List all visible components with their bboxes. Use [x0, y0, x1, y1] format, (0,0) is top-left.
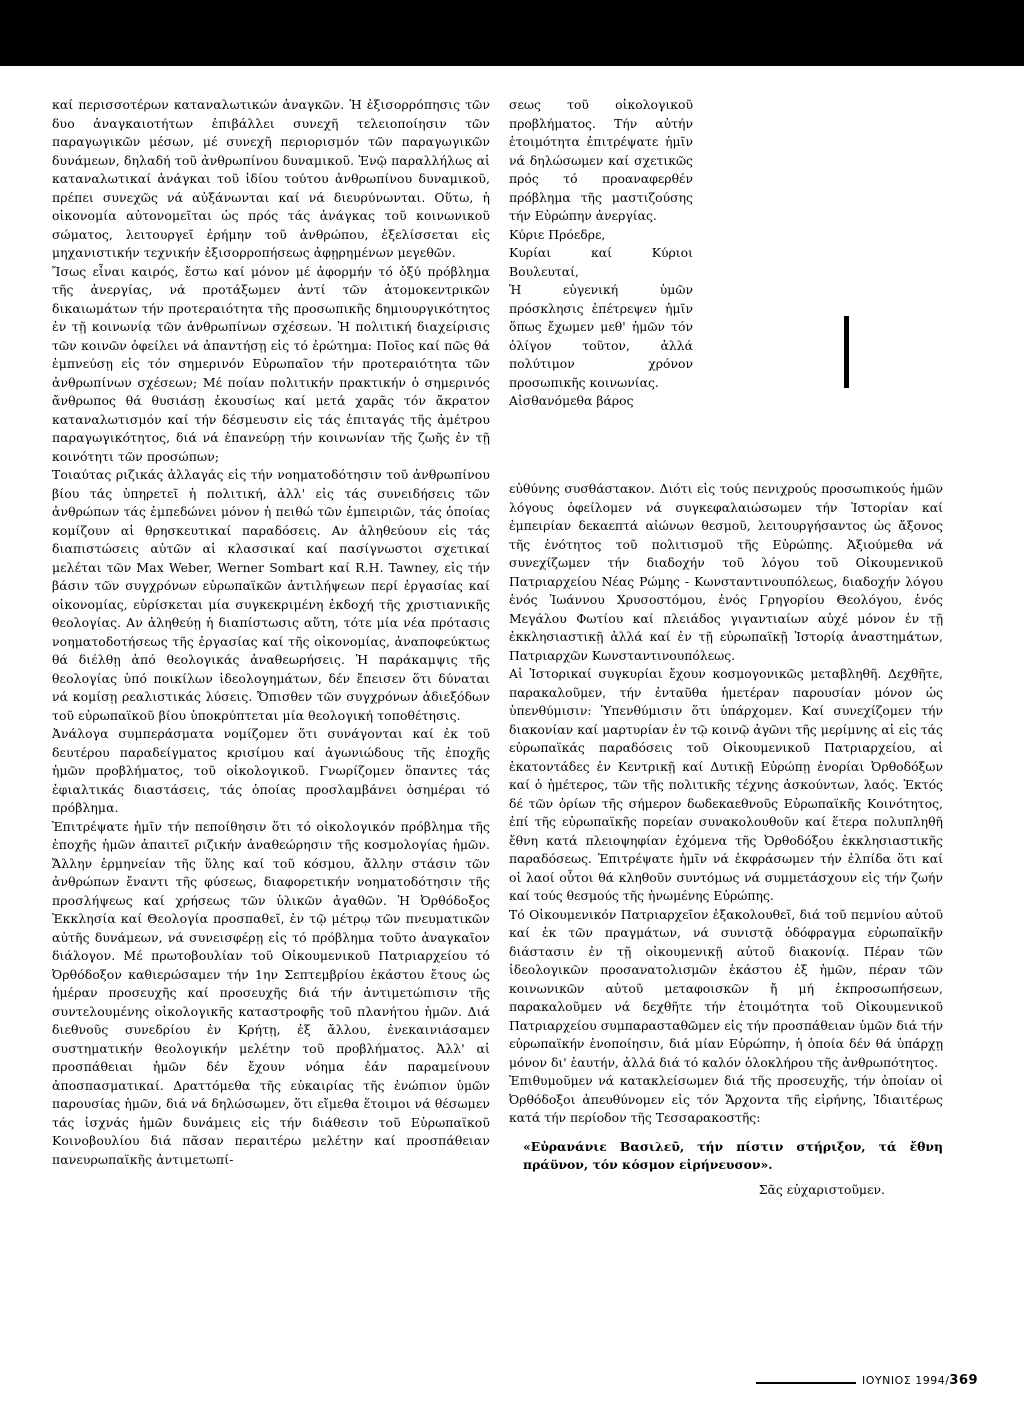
paragraph: Αἱ Ἱστορικαί συγκυρίαι ἔχουν κοσμογονικῶς μεταβληθῆ. Δεχθῆτε, παρακαλοῦμεν, τήν ἐνταῦθα ἡμετέραν παρουσίαν μόνον ὡς ὑπενθύμισιν: Ὑπενθύμισιν ὅτι ὑπάρχομεν. Καί συνεχίζομεν τήν διακονίαν καί μαρτυρίαν ἐν τῷ κοινῷ ἀγῶνι τῆς μερίμνης αἱ εἰς τάς εὐρωπαϊκάς παραδόσεις τοῦ Οἰκουμενικοῦ Πατριαρχείου, αἱ ἑκατοντάδες ἐν Κεντρικῇ καί Δυτικῇ Εὐρώπῃ ἐνορίαι Ὀρθοδόξων καί ὁ ἡμέτερος, τῶν τῆς πολιτικῆς τέχνης ἀσκούντων, λαός. Ἐκτός δέ τῶν ὁρίων τῆς σήμερον δωδεκαεθνοῦς Εὐρωπαϊκῆς Κοινότητος, ἐπί τῆς εὐρωπαϊκῆς πορείαν συνακολουθοῦν καί ἕτερα πολυπληθῆ ἔθνη κατά πλειοψηφίαν ἐχόμενα τῆς Ὀρθοδόξου ἐκκλησιαστικῆς παραδόσεως. Ἐπιτρέψατε ἡμῖν νά ἐκφράσωμεν τήν ἐλπίδα ὅτι καί οἱ λαοί οὗτοι θά κληθοῦν συντόμως νά συμμετάσχουν εἰς τήν ζωήν καί τούς θεσμούς τῆς ἡνωμένης Εὐρώπης. — [509, 666, 943, 903]
left-text-column — [52, 96, 490, 1169]
paragraph: Ἀνάλογα συμπεράσματα νομίζομεν ὅτι συνάγονται καί ἐκ τοῦ δευτέρου παραδείγματος κρισίμου καί ἀγωνιώδους τῆς ἐποχῆς ἡμῶν προβλήματος, τοῦ οἰκολογικοῦ. Γνωρίζομεν ὅπαντες τάς ἐφιαλτικάς διαστάσεις, τάς ὁποίας προσλαμβάνει ὁσημέραι τό πρόβλημα. — [52, 726, 490, 815]
salutation: Κυρίαι καί Κύριοι Βουλευταί, — [509, 245, 693, 279]
paragraph: Αἰσθανόμεθα βάρος — [509, 393, 634, 408]
paragraph: εὐθύνης συσθάστακον. Διότι εἰς τούς πενιχρούς προσωπικούς ἡμῶν λόγους ὀφείλομεν νά συγκεφαλαιώσωμεν τήν Ἱστορίαν καί ἐμπειρίαν δεκαεπτά αἰώνων θεσμοῦ, λειτουργήσαντος ὡς ἄξονος τῆς ἑνότητος τοῦ πολιτισμοῦ τῆς Εὐρώπης. Ἀξιούμεθα νά συνεχίζωμεν τήν διαδοχήν τοῦ λόγου τοῦ Οἰκουμενικοῦ Πατριαρχείου Νέας Ρώμης - Κωνσταντινουπόλεως, διαδοχήν λόγου ἑνός Ἰωάννου Χρυσοστόμου, ἑνός Γρηγορίου Θεολόγου, ἑνός Μεγάλου Φωτίου καί πλειάδος γιγαντιαίων αὐχέ μόνον ἐν τῇ ἐκκλησιαστικῇ ἀλλά καί ἐν τῇ εὐρωπαϊκῇ Ἱστορίᾳ ἀναστημάτων, Πατριαρχῶν Κωνσταντινουπόλεως. — [509, 481, 943, 663]
page-footer — [862, 1373, 978, 1388]
margin-bar — [844, 316, 849, 388]
right-wide-text-column — [509, 480, 943, 1199]
closing-prayer: «Εὐρανάνιε Βασιλεῦ, τήν πίστιν στήριξον, τά ἔθνη πράϋνον, τόν κόσμον εἰρήνευσον». — [523, 1138, 943, 1172]
paragraph: Τοιαύτας ριζικάς ἀλλαγάς εἰς τήν νοηματοδότησιν τοῦ ἀνθρωπίνου βίου τάς ὑπηρετεῖ ἡ πολιτική, ἀλλ' εἰς τάς συνειδήσεις τῶν ἀνθρώπων τάς ἐμπεδώνει μόνον ἡ πειθώ τῶν ἐμπειριῶν, τάς ὁποίας κομίζουν αἱ θρησκευτικαί παραδόσεις. Αν ἀληθεύουν εἰς τάς διαπιστώσεις αὐτῶν αἱ κλασσικαί καί πασίγνωστοι σχετικαί μελέται τῶν Max Weber, Werner Sombart καί R.H. Tawney, εἰς τήν βάσιν τῶν συγχρόνων εὐρωπαϊκῶν ἀντιλήψεων περί ἐργασίας καί οἰκονομίας, εὑρίσκεται μία συγκεκριμένη ἐκδοχή τῆς χριστιανικῆς θεολογίας. Αν ἀληθεύῃ ἡ διαπίστωσις αὕτη, τότε μία νέα πρότασις νοηματοδοτήσεως τῆς ἐργασίας καί τῆς οἰκονομίας, ἀναποφεύκτως θά διέλθῃ ἀπό θεολογικάς ἀναθεωρήσεις. Ἡ παράκαμψις τῆς θεολογίας ὑπό ποικίλων ἰδεολογημάτων, δέν ἔπεισεν ὅτι δύναται νά κομίσῃ ρεαλιστικάς λύσεις. Ὄπισθεν τῶν συγχρόνων ἀδιεξόδων τοῦ εὐρωπαϊκοῦ βίου ὑποκρύπτεται μία θεολογική τοποθέτησις. — [52, 467, 490, 723]
paragraph: καί περισσοτέρων καταναλωτικών ἀναγκῶν. Ἡ ἐξισορρόπησις τῶν δυο ἀναγκαιοτήτων ἐπιβάλλει συνεχῆ τελειοποίησιν τῶν παραγωγικῶν μέσων, μέ συνεχῆ περιορισμόν τῶν παραγωγικῶν δυνάμεων, δηλαδή τοῦ ἀνθρωπίνου δυναμικοῦ. Ἐνῷ παραλλήλως αἱ καταναλωτικαί ἀνάγκαι τοῦ ἰδίου τούτου ἀνθρωπίνου δυναμικοῦ, πρέπει συνεχῶς νά αὐξάνωνται καί νά διευρύνωνται. Οὕτω, ἡ οἰκονομία αὐτονομεῖται ὡς πρός τάς ἀνάγκας τοῦ κοινωνικοῦ σώματος, λειτουργεῖ ἐρήμην τοῦ ἀνθρώπου, ἐξελίσσεται εἰς μηχανιστικήν τεχνικήν ἐξισορροπήσεως ἀφῃρημένων μεγεθῶν. — [52, 97, 490, 260]
right-narrow-text-column — [509, 96, 693, 411]
paragraph: Ἐπιτρέψατε ἡμῖν τήν πεποίθησιν ὅτι τό οἰκολογικόν πρόβλημα τῆς ἐποχῆς ἡμῶν ἀπαιτεῖ ριζικήν ἀναθεώρησιν τῆς κοσμολογίας ἡμῶν. Ἄλλην ἑρμηνείαν τῆς ὕλης καί τοῦ κόσμου, ἄλλην στάσιν τῶν ἀνθρώπων ἔναντι τῆς φύσεως, διαφορετικήν νοηματοδότησιν τῆς προσλήψεως καί χρήσεως τῶν ὑλικῶν ἀγαθῶν. Ἡ Ὀρθόδοξος Ἐκκλησία καί Θεολογία προσπαθεῖ, ἐν τῷ μέτρῳ τῶν πνευματικῶν αὐτῆς δυνάμεων, νά συνεισφέρῃ εἰς τό πρόβλημα τοῦτο ἀναγκαῖον διάλογον. Μέ πρωτοβουλίαν τοῦ Οἰκουμενικοῦ Πατριαρχείου τό Ὀρθόδοξον καθιερώσαμεν τήν 1ην Σεπτεμβρίου ἑκάστου ἔτους ὡς ἡμέραν προσευχῆς καί προσευχῆς διά τήν ἀντιμετώπισιν τῆς συντελουμένης οἰκολογικῆς καταστροφῆς τοῦ πλανήτου ἡμῶν. Διά διεθνοῦς συνεδρίου ἐν Κρήτῃ, ἐξ ἄλλου, ἐνεκαινιάσαμεν συστηματικήν θεολογικήν μελέτην τοῦ προβλήματος. Ἀλλ' αἱ προσπάθειαι ἡμῶν δέν ἔχουν νόημα ἐάν παραμείνουν ἀποσπασματικαί. Δραττόμεθα τῆς εὐκαιρίας τῆς ἐνώπιον ὑμῶν παρουσίας ἡμῶν, διά νά δηλώσωμεν, ὅτι εἴμεθα ἕτοιμοι νά θέσωμεν τάς ἰσχνάς ἡμῶν δυνάμεις εἰς τήν διάθεσιν τοῦ Εὐρωπαϊκοῦ Κοινοβουλίου διά πᾶσαν περαιτέρω μελέτην καί προσπάθειαν πανευρωπαϊκῆς ἀντιμετωπί- — [52, 818, 490, 1167]
paragraph: Ἐπιθυμοῦμεν νά κατακλείσωμεν διά τῆς προσευχῆς, τήν ὁποίαν οἱ Ὀρθόδοξοι ἀπευθύνομεν εἰς τόν Ἄρχοντα τῆς εἰρήνης, Ἰδιαιτέρως κατά τήν περίοδον τῆς Τεσσαρακοστῆς: — [509, 1073, 943, 1125]
paragraph: Ἡ εὐγενική ὑμῶν πρόσκλησις ἐπέτρεψεν ἡμῖν ὅπως ἔχωμεν μεθ' ἡμῶν τόν ὀλίγον τοῦτον, ἀλλά πολύτιμον χρόνον προσωπικῆς κοινωνίας. — [509, 282, 693, 390]
footer-date: ΙΟΥΝΙΟΣ 1994/ — [862, 1374, 950, 1387]
paragraph: Ἴσως εἶναι καιρός, ἔστω καί μόνον μέ ἀφορμήν τό ὀξύ πρόβλημα τῆς ἀνεργίας, νά προτάξωμεν ἀντί τῶν ἀτομοκεντρικῶν δικαιωμάτων τήν προτεραιότητα τῆς προσωπικῆς δημιουργικότητος ἐν τῇ κοινωνίᾳ τῶν ἀνθρωπίνων σχέσεων. Ἡ πολιτική διαχείρισις τῶν κοινῶν ὀφείλει νά ἀπαντήσῃ εἰς τό ἐρώτημα: Ποῖος καί πῶς θά ἐμπνεύσῃ εἰς τόν σημερινόν Εὐρωπαῖον τήν προτεραιότητα τῶν ἀνθρωπίνων σχέσεων; Μέ ποίαν πολιτικήν πρακτικήν ὁ σημερινός ἄνθρωπος θά θυσιάσῃ ἑκουσίως καί μετά χαρᾶς τόν ἄκρατον καταναλωτισμόν καί τήν δέσμευσιν εἰς τάς ἐπιταγάς τῆς ἀμέτρου παραγωγικότητος, διά νά ἐπανεύρῃ τήν κοινωνίαν τῆς ζωῆς ἐν τῇ κοινότητι τῶν προσώπων; — [52, 263, 490, 464]
closing-thanks: Σᾶς εὐχαριστοῦμεν. — [758, 1181, 885, 1197]
paragraph: Τό Οἰκουμενικόν Πατριαρχεῖον ἐξακολουθεῖ, διά τοῦ πεμνίου αὐτοῦ καί ἐκ τῶν πραγμάτων, νά συνιστᾷ ὁδόφραγμα εὐρωπαϊκῆν διάστασιν ἐν τῇ οἰκουμενικῇ αὐτοῦ διακονίᾳ. Πέραν τῶν ἰδεολογικῶν προσανατολισμῶν ἑκάστου ἐξ ἡμῶν, πέραν τῶν κοινωνικῶν αὐτοῦ μεταφοισκῶν ἤ μή ἐκπροσωπήσεων, παρακαλοῦμεν νά δεχθῆτε τήν ἑτοιμότητα τοῦ Οἰκουμενικοῦ Πατριαρχείου συμπαρασταθῶμεν εἰς τήν προσπάθειαν ὑμῶν διά τήν εὐρωπαϊκήν ἑνοποίησιν, διά μίαν Εὐρώπην, ἡ ὁποία δέν θά ὑπάρχῃ μόνον δι' ἑαυτήν, ἀλλά διά τό καλόν ὁλοκλήρου τῆς ἀνθρωπότητος. — [509, 906, 943, 1070]
salutation: Κύριε Πρόεδρε, — [509, 226, 606, 242]
paragraph: σεως τοῦ οἰκολογικοῦ προβλήματος. Τήν αὐτήν ἑτοιμότητα ἐπιτρέψατε ἡμῖν νά δηλώσωμεν καί σχετικῶς πρός τό προαναφερθέν πρόβλημα τῆς μαστιζούσης τήν Εὐρώπην ἀνεργίας. — [509, 97, 693, 223]
footer-rule — [756, 1382, 856, 1384]
page-number: 369 — [949, 1373, 979, 1388]
